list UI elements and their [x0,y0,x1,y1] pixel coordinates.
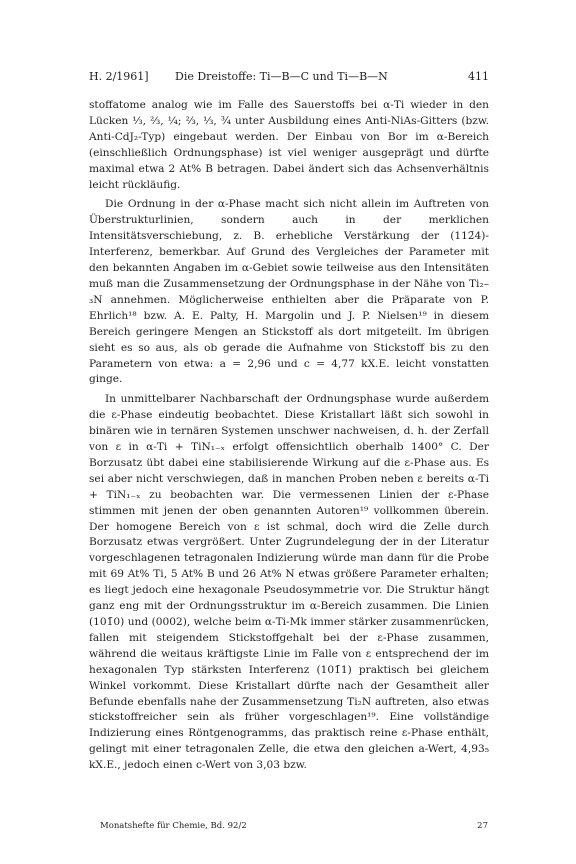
paragraph: Die Ordnung in der α-Phase macht sich nicht allein im Auftreten von Überstrukturlinien, sondern auch in der merklichen Intensitätsverschiebung, z. B. erhebliche Verstärkung der (112̄4)-Interferenz, bemerkbar. Auf Grund des Vergleiches der Parameter mit den bekannten Angaben im α-Gebiet sowie teilweise aus den Intensitäten muß man die Zusammensetzung der Ordnungsphase in der Nähe von Ti₂–₃N annehmen. Möglicherweise enthielten aber die Präparate von P. Ehrlich¹⁸ bzw. A. E. Palty, H. Margolin und J. P. Nielsen¹⁹ in diesem Bereich geringere Mengen an Stickstoff als dort mitgeteilt. Im übrigen sieht es so aus, als ob gerade die Aufnahme von Stickstoff bis zu den Parametern von etwa: a = 2,96 und c = 4,77 kX.E. leicht vonstatten ginge. [89,198,489,386]
page-footer [100,819,488,833]
running-title: Die Dreistoffe: Ti—B—C und Ti—B—N [175,70,388,83]
running-header [89,69,489,85]
journal-citation: Monatshefte für Chemie, Bd. 92/2 [100,821,247,831]
journal-issue: H. 2/1961] [89,70,149,83]
sheet-number: 27 [477,821,488,831]
page-number: 411 [468,70,489,83]
paragraph: In unmittelbarer Nachbarschaft der Ordnungsphase wurde außerdem die ε-Phase eindeutig beobachtet. Diese Kristallart läßt sich sowohl in binären wie in ternären Systemen unschwer nachweisen, d. h. der Zerfall von ε in α-Ti + TiN₁₋ₓ erfolgt offensichtlich oberhalb 1400° C. Der Borzusatz übt dabei eine stabilisierende Wirkung auf die ε-Phase aus. Es sei aber nicht verschwiegen, daß in manchen Proben neben ε bereits α-Ti + TiN₁₋ₓ zu beobachten war. Die vermessenen Linien der ε-Phase stimmen mit jenen der oben genannten Autoren¹⁹ vollkommen überein. Der homogene Bereich von ε ist schmal, doch wird die Zelle durch Borzusatz etwas vergrößert. Unter Zugrundelegung der in der Literatur vorgeschlagenen tetragonalen Indizierung würde man dann für die Probe mit 69 At% Ti, 5 At% B und 26 At% N etwas größere Parameter erhalten; es liegt jedoch eine hexagonale Pseudosymmetrie vor. Die Struktur hängt ganz eng mit der Ordnungsstruktur im α-Bereich zusammen. Die Linien (101̄0) und (0002), welche beim α-Ti-Mk immer stärker zusammenrücken, fallen mit steigendem Stickstoffgehalt bei der ε-Phase zusammen, während die weitaus kräftigste Linie im Falle von ε entsprechend der im hexagonalen Typ stärksten Interferenz (101̄1) praktisch bei gleichem Winkel vorkommt. Diese Kristallart dürfte nach der Gesamtheit aller Befunde ebenfalls nahe der Zusammensetzung Ti₂N auftreten, also etwas stickstoffreicher sein als früher vorgeschlagen¹⁹. Eine vollständige Indizierung eines Röntgenogramms, das praktisch reine ε-Phase enthält, gelingt mit einer tetragonalen Zelle, die etwa den gleichen a-Wert, 4,93₅ kX.E., jedoch einen c-Wert von 3,03 bzw. [89,393,489,772]
article-body [89,98,489,774]
paragraph: stoffatome analog wie im Falle des Sauerstoffs bei α-Ti wieder in den Lücken ⅓, ⅔, ¼; ⅔, ⅓, ¾ unter Ausbildung eines Anti-NiAs-Gitters (bzw. Anti-CdJ₂-Typ) eingebaut werden. Der Einbau von Bor im α-Bereich (einschließlich Ordnungsphase) ist viel weniger ausgeprägt und dürfte maximal etwa 2 At% B betragen. Dabei ändert sich das Achsenverhältnis leicht rückläufig. [89,99,489,191]
